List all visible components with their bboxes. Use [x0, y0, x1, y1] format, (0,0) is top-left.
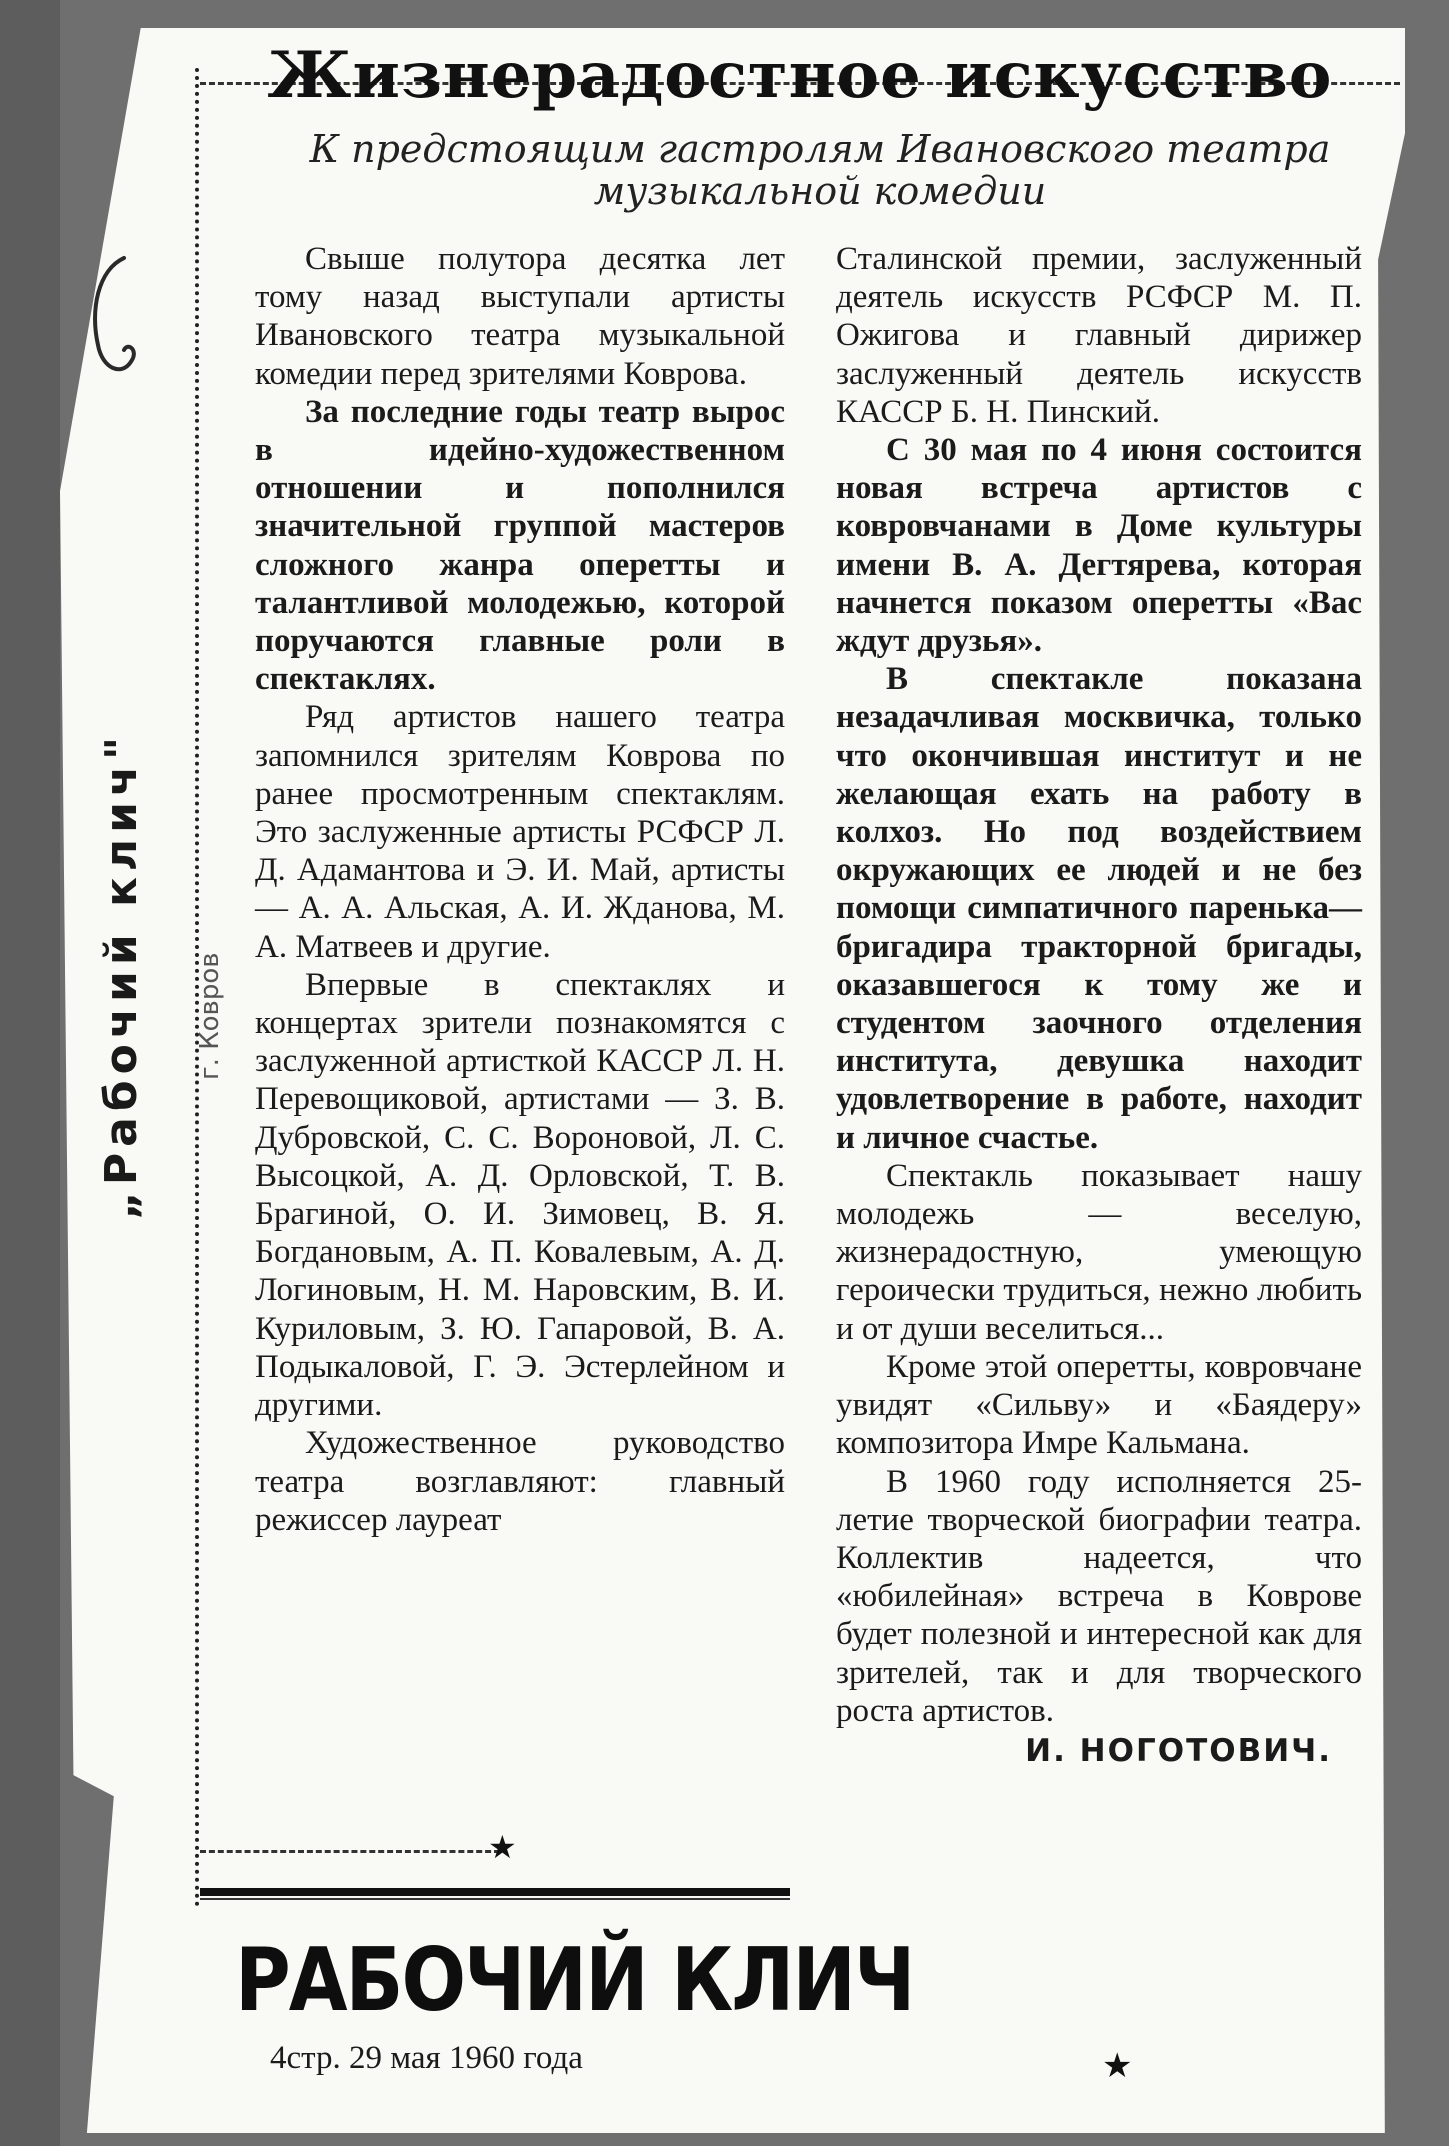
article-column-2 [836, 240, 1362, 1770]
background-strip [0, 0, 60, 2146]
newspaper-masthead: РАБОЧИЙ КЛИЧ [235, 1928, 914, 2031]
paragraph: В 1960 году исполняется 25-летие творческой биографии театра. Коллектив надеется, что «юбилейная» встреча в Коврове будет полезной и интересной как для зрителей, так и для творческого роста артистов. [836, 1463, 1362, 1729]
paragraph: Сталинской премии, заслуженный деятель искусств РСФСР М. П. Ожигова и главный дирижер заслуженный деятель искусств КАССР Б. Н. Пинский. [836, 241, 1362, 430]
paragraph: Впервые в спектаклях и концертах зрители познакомятся с заслуженной артисткой КАССР Л. Н. Перевощиковой, артистами — З. В. Дубровской, С. С. Вороновой, Л. С. Высоцкой, А. Д. Орловской, Т. В. Брагиной, О. И. Зимовец, В. Я. Богдановым, А. П. Ковалевым, А. Д. Логиновым, Н. М. Наровским, В. И. Куриловым, З. Ю. Гапаровой, В. А. Подыкаловой, Г. Э. Эстерлейном и другими. [255, 966, 785, 1424]
side-note: г. Ковров [195, 952, 225, 1080]
handwritten-mark [84, 250, 144, 390]
star-ornament: ★ [488, 1828, 517, 1866]
paragraph: С 30 мая по 4 июня состоится новая встреча артистов с ковровчанами в Доме культуры имени В. А. Дегтярева, которая начнется показом оперетты «Вас ждут друзья». [836, 432, 1362, 660]
bottom-frame-line [200, 1850, 500, 1853]
subheadline: К предстоящим гастролям Ивановского театра музыкальной комедии [309, 127, 1331, 213]
paragraph: Спектакль показывает нашу молодежь — веселую, жизнерадостную, умеющую героически трудиться, нежно любить и от души веселиться... [836, 1157, 1362, 1347]
paragraph: Свыше полутора десятка лет тому назад выступали артисты Ивановского театра музыкальной комедии перед зрителями Коврова. [255, 241, 785, 392]
headline [240, 36, 1360, 116]
author-signature: И. НОГОТОВИЧ. [1025, 1732, 1332, 1769]
paragraph: Ряд артистов нашего театра запомнился зрителям Коврова по ранее просмотренным спектаклям. Это заслуженные артисты РСФСР Л. Д. Адамантова и Э. И. Май, артисты — А. А. Альская, А. И. Жданова, М. А. Матвеев и другие. [255, 699, 785, 965]
side-masthead-text: „Рабочий клич" [96, 730, 147, 1220]
masthead-rule-thin [200, 1898, 790, 1900]
paragraph: За последние годы театр вырос в идейно-художественном отношении и пополнился значительной группой мастеров сложного жанра оперетты и талантливой молодежью, которой поручаются главные роли в спектаклях. [255, 393, 785, 698]
masthead-rule [200, 1888, 790, 1896]
paragraph: Художественное руководство театра возглавляют: главный режиссер лауреат [255, 1425, 785, 1538]
article-column-1 [255, 240, 785, 1539]
paragraph: В спектакле показана незадачливая москвичка, только что окончившая институт и не желающая ехать на работу в колхоз. Но под воздействием окружающих ее людей и не без помощи симпатичного паренька—бригадира тракторной бригады, оказавшегося к тому же и студентом заочного отделения института, девушка находит удовлетворение в работе, находит и личное счастье. [836, 661, 1362, 1156]
paragraph: Кроме этой оперетты, ковровчане увидят «Сильву» и «Баядеру» композитора Имре Кальмана. [836, 1348, 1362, 1462]
headline-text: Жизнерадостное искусство [267, 38, 1333, 113]
star-ornament: ★ [1102, 2046, 1133, 2086]
dateline: 4стр. 29 мая 1960 года [270, 2040, 583, 2076]
